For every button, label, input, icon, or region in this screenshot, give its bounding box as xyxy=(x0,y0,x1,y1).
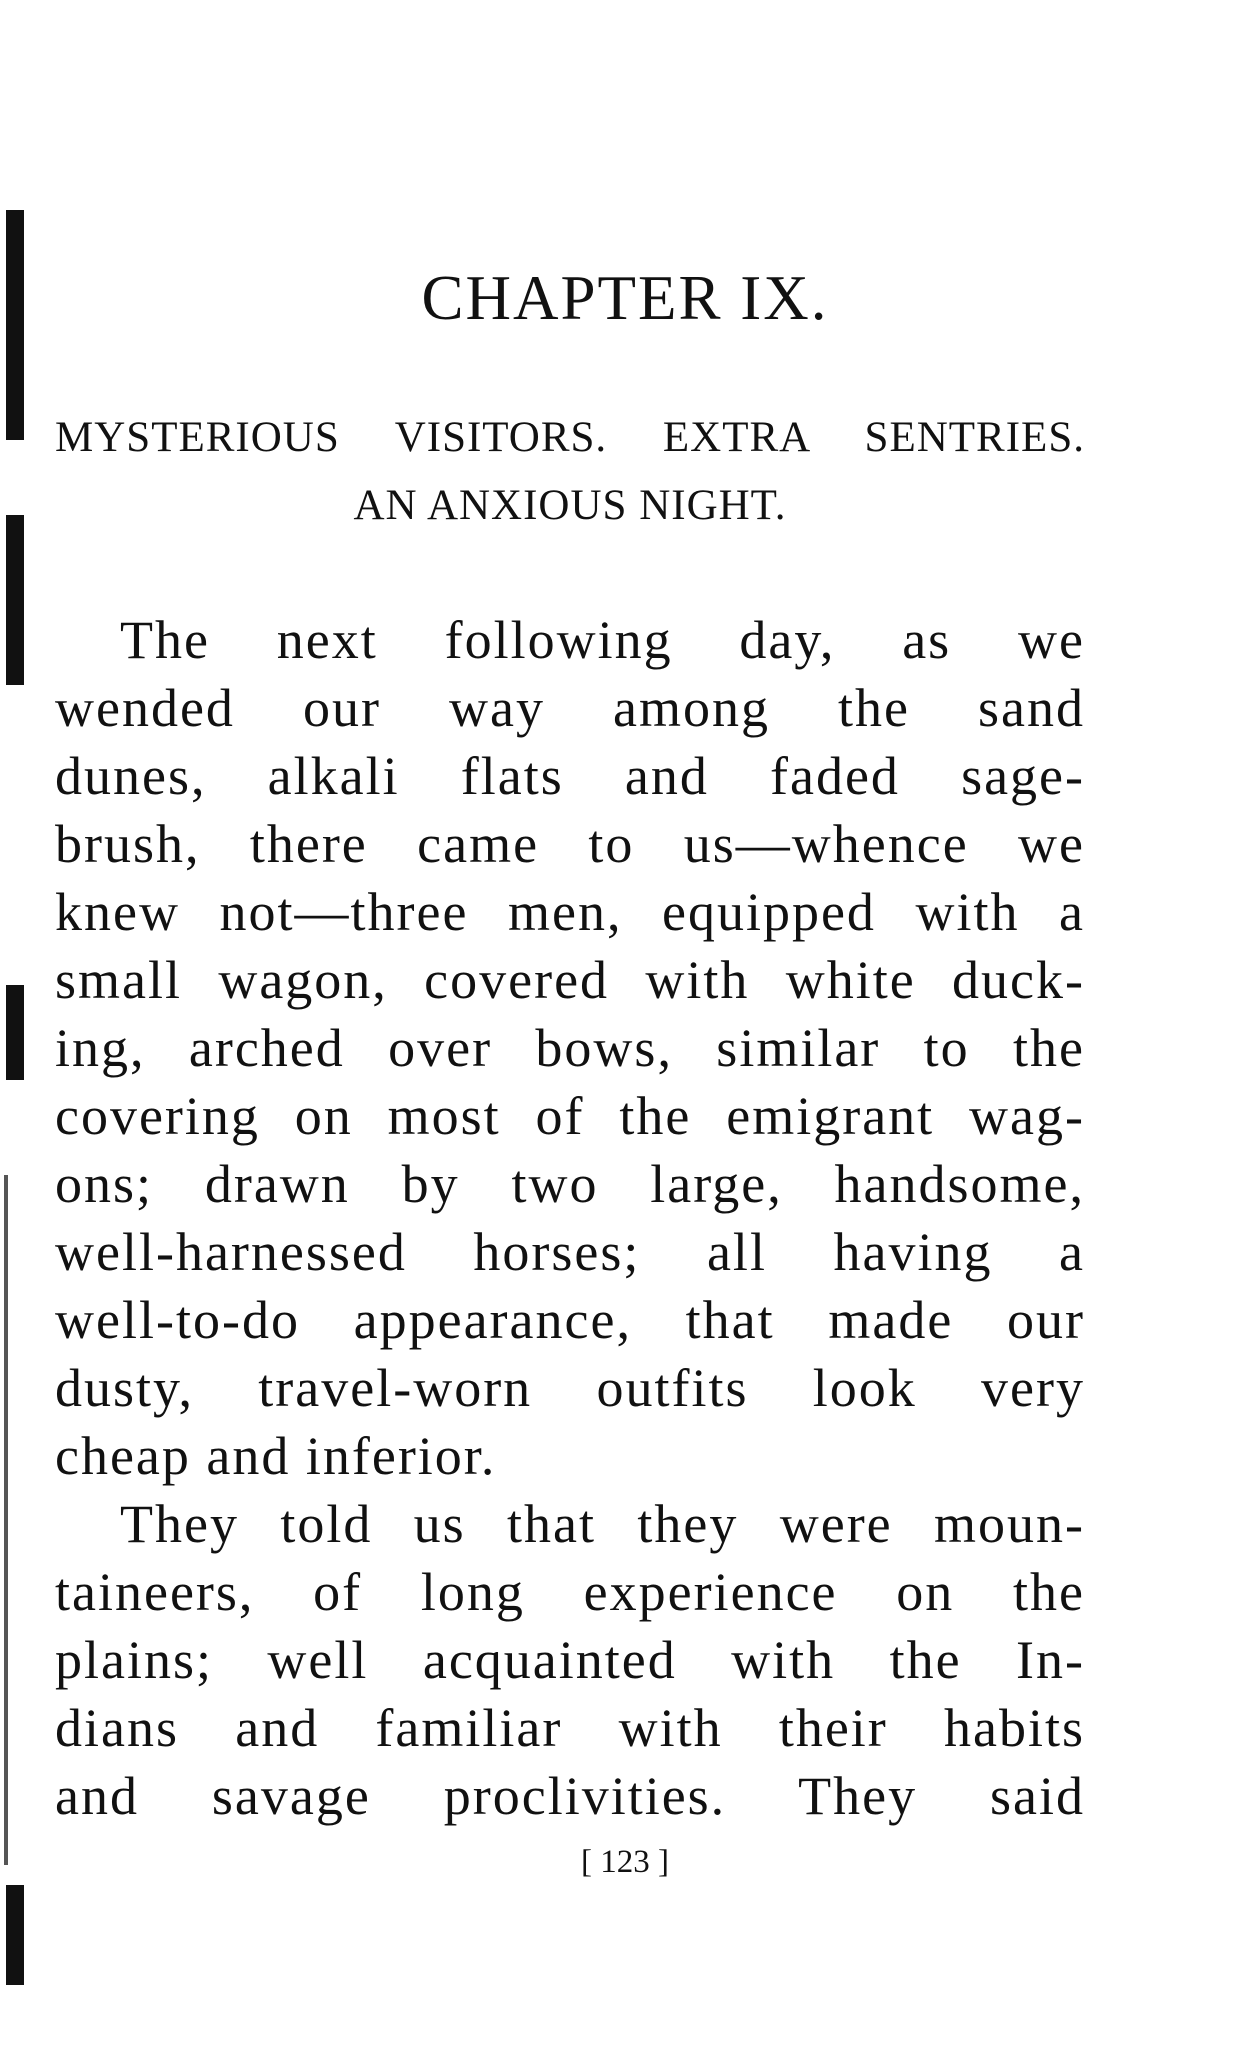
text-line: dunes, alkali flats and faded sage- xyxy=(55,746,1085,806)
scan-edge-mark-middle xyxy=(6,985,24,1080)
text-line: well-harnessed horses; all having a xyxy=(55,1222,1085,1282)
text-line: cheap and inferior. xyxy=(55,1426,497,1486)
text-line: ons; drawn by two large, handsome, xyxy=(55,1154,1085,1214)
text-line: ing, arched over bows, similar to the xyxy=(55,1018,1085,1078)
text-line: plains; well acquainted with the In- xyxy=(55,1630,1085,1690)
text-line: dians and familiar with their habits xyxy=(55,1698,1085,1758)
page-number: [ 123 ] xyxy=(581,1844,669,1880)
chapter-subtitle-line-2: AN ANXIOUS NIGHT. xyxy=(353,482,787,529)
scan-edge-mark-bottom xyxy=(6,1885,24,1985)
scan-edge-mark-upper xyxy=(6,515,24,685)
text-line: wended our way among the sand xyxy=(55,678,1085,738)
text-line: and savage proclivities. They said xyxy=(55,1766,1085,1826)
scan-edge-line xyxy=(4,1175,8,1865)
text-line: brush, there came to us—whence we xyxy=(55,814,1085,874)
chapter-subtitle-line-1: MYSTERIOUS VISITORS. EXTRA SENTRIES. xyxy=(55,414,1085,461)
text-line: small wagon, covered with white duck- xyxy=(55,950,1085,1010)
chapter-title: CHAPTER IX. xyxy=(421,263,829,333)
text-line: dusty, travel-worn outfits look very xyxy=(55,1358,1085,1418)
text-line: knew not—three men, equipped with a xyxy=(55,882,1085,942)
text-line: well-to-do appearance, that made our xyxy=(55,1290,1085,1350)
body-text xyxy=(55,606,1085,1830)
text-line: taineers, of long experience on the xyxy=(55,1562,1085,1622)
text-line: They told us that they were moun- xyxy=(120,1494,1085,1554)
text-line: The next following day, as we xyxy=(120,610,1085,670)
text-line: covering on most of the emigrant wag- xyxy=(55,1086,1085,1146)
